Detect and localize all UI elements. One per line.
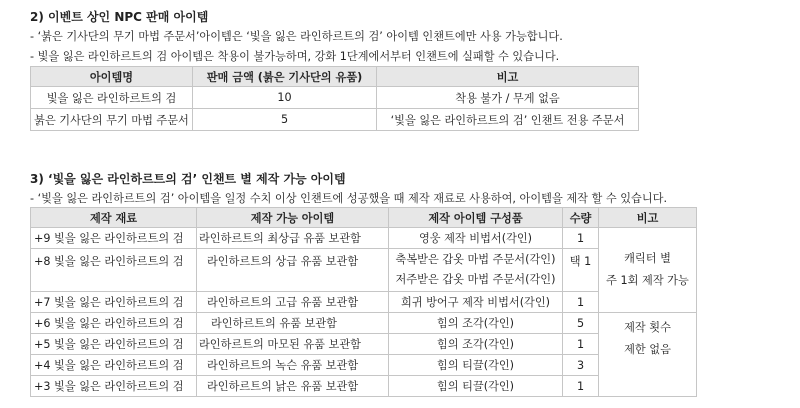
table-header-row [31,208,697,228]
quantity-cell: 1 [563,334,599,355]
table-row [31,249,697,292]
column-header: 판매 금액 (붉은 기사단의 유품) [193,67,377,87]
quantity-cell: 1 [563,292,599,313]
price-cell: 10 [193,87,377,109]
craftable-item-cell: 라인하르트의 녹슨 유품 보관함 [197,355,389,376]
section-2-title: 2) 이벤트 상인 NPC 판매 아이템 [30,10,209,24]
table-row [31,109,639,131]
column-header: 제작 가능 아이템 [197,208,389,228]
component-cell: 힘의 티끌(각인) [389,355,563,376]
component-cell: 힘의 조각(각인) [389,313,563,334]
material-cell: +6 빛을 잃은 라인하르트의 검 [31,313,197,334]
craftable-item-cell: 라인하르트의 고급 유품 보관함 [197,292,389,313]
column-header: 수량 [563,208,599,228]
column-header: 제작 재료 [31,208,197,228]
material-cell: +3 빛을 잃은 라인하르트의 검 [31,376,197,397]
quantity-cell: 3 [563,355,599,376]
quantity-cell: 1 [563,376,599,397]
material-cell: +9 빛을 잃은 라인하르트의 검 [31,228,197,249]
craftable-item-cell: 라인하르트의 최상급 유품 보관함 [197,228,389,249]
quantity-cell: 택 1 [563,249,599,292]
table-row [31,334,697,355]
crafting-table [30,207,697,397]
remark-line: 제한 없음 [624,343,671,356]
craftable-item-cell: 라인하르트의 유품 보관함 [197,313,389,334]
material-cell: +4 빛을 잃은 라인하르트의 검 [31,355,197,376]
section-3-title: 3) ‘빛을 잃은 라인하르트의 검’ 인챈트 별 제작 가능 아이템 [30,172,346,186]
column-header: 아이템명 [31,67,193,87]
npc-sale-table [30,66,639,131]
column-header: 제작 아이템 구성품 [389,208,563,228]
remark-cell: ‘빛을 잃은 라인하르트의 검’ 인챈트 전용 주문서 [377,109,639,131]
price-cell: 5 [193,109,377,131]
remark-line: 주 1회 제작 가능 [606,274,689,287]
section-3-note: - ‘빛을 잃은 라인하르트의 검’ 아이템을 일정 수치 이상 인챈트에 성공했을 때 제작 재료로 사용하여, 아이템을 제작 할 수 있습니다. [30,192,667,205]
component-cell: 힘의 티끌(각인) [389,376,563,397]
craftable-item-cell: 라인하르트의 마모된 유품 보관함 [197,334,389,355]
table-row [31,228,697,249]
material-cell: +7 빛을 잃은 라인하르트의 검 [31,292,197,313]
item-name-cell: 빛을 잃은 라인하르트의 검 [31,87,193,109]
table-row [31,355,697,376]
section-2-note-2: - 빛을 잃은 라인하르트의 검 아이템은 착용이 불가능하며, 강화 1단계에서부터 인챈트에 실패할 수 있습니다. [30,50,560,63]
remark-cell [599,313,697,397]
craftable-item-cell: 라인하르트의 낡은 유품 보관함 [197,376,389,397]
component-cell: 힘의 조각(각인) [389,334,563,355]
component-cell: 영웅 제작 비법서(각인) [389,228,563,249]
column-header: 비고 [377,67,639,87]
craftable-item-cell: 라인하르트의 상급 유품 보관함 [197,249,389,292]
remark-cell: 착용 불가 / 무게 없음 [377,87,639,109]
component-cell [389,249,563,292]
quantity-cell: 1 [563,228,599,249]
component-line: 저주받은 갑옷 마법 주문서(각인) [395,273,556,286]
remark-line: 캐릭터 별 [624,252,671,265]
column-header: 비고 [599,208,697,228]
material-cell: +8 빛을 잃은 라인하르트의 검 [31,249,197,292]
item-name-cell: 붉은 기사단의 무기 마법 주문서 [31,109,193,131]
table-header-row [31,67,639,87]
remark-line: 제작 횟수 [624,321,671,334]
table-row [31,313,697,334]
table-row [31,376,697,397]
table-row [31,87,639,109]
component-line: 축복받은 갑옷 마법 주문서(각인) [395,253,556,266]
section-2-note-1: - ‘붉은 기사단의 무기 마법 주문서’아이템은 ‘빛을 잃은 라인하르트의 검’ 아이템 인챈트에만 사용 가능합니다. [30,30,563,43]
component-cell: 희귀 방어구 제작 비법서(각인) [389,292,563,313]
quantity-cell: 5 [563,313,599,334]
remark-cell [599,228,697,313]
material-cell: +5 빛을 잃은 라인하르트의 검 [31,334,197,355]
table-row [31,292,697,313]
